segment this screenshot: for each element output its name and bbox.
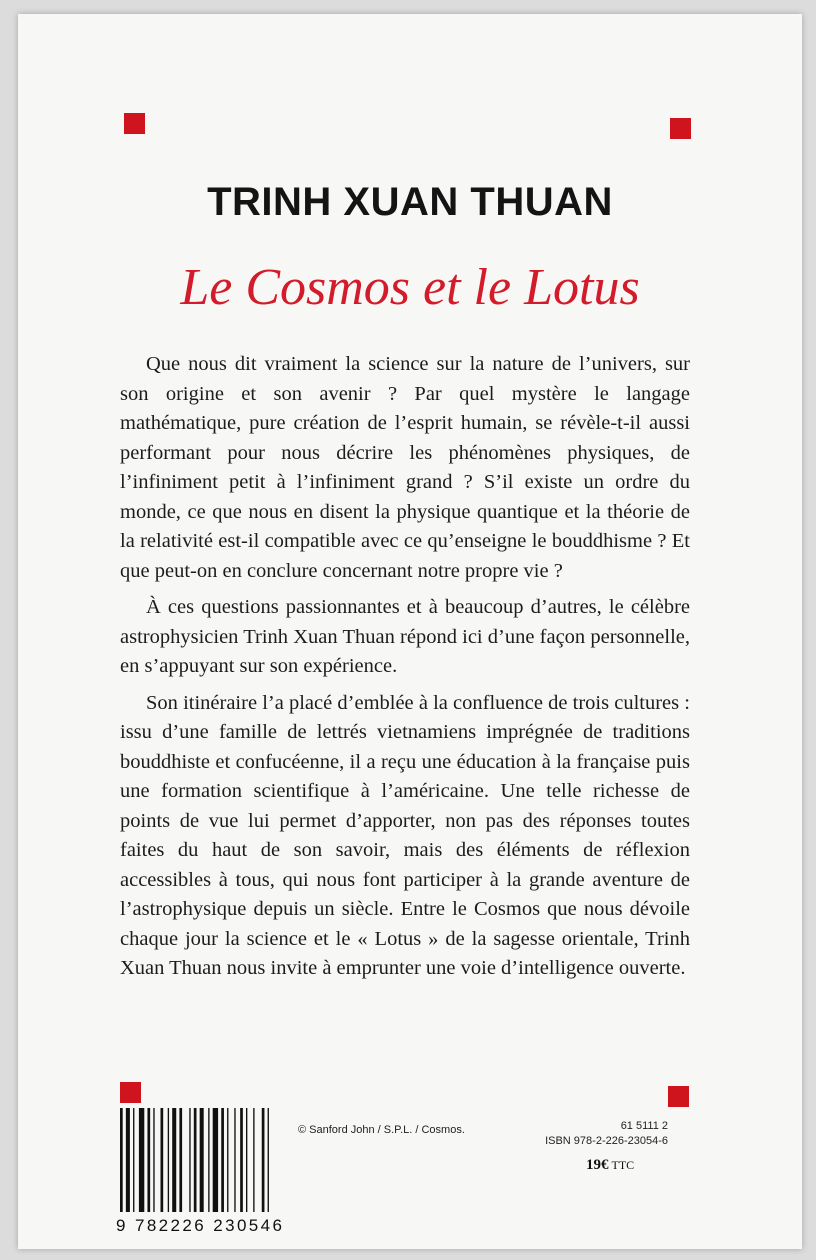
- barcode-bar: [227, 1108, 228, 1212]
- barcode-bar: [221, 1108, 224, 1212]
- product-code: 61 5111 2: [620, 1120, 668, 1132]
- barcode-bar: [120, 1108, 123, 1212]
- barcode-bars-icon: [118, 1108, 296, 1216]
- barcode-bar: [168, 1108, 169, 1212]
- barcode: [118, 1108, 296, 1216]
- barcode-bar: [153, 1108, 154, 1212]
- book-back-cover: [18, 14, 802, 1249]
- barcode-bar: [253, 1108, 254, 1212]
- corner-square-top-left: [124, 113, 145, 134]
- author-name: TRINH XUAN THUAN: [207, 180, 613, 224]
- barcode-bar: [147, 1108, 150, 1212]
- barcode-bar: [161, 1108, 164, 1212]
- barcode-bar: [246, 1108, 247, 1212]
- blurb: [120, 350, 690, 991]
- photo-credit: © Sanford John / S.P.L. / Cosmos.: [298, 1124, 465, 1136]
- barcode-bar: [268, 1108, 269, 1212]
- barcode-bar: [126, 1108, 130, 1212]
- corner-square-bottom-right: [668, 1086, 689, 1107]
- barcode-bar: [234, 1108, 235, 1212]
- barcode-bar: [194, 1108, 197, 1212]
- corner-square-top-right: [670, 118, 691, 139]
- book-title: Le Cosmos et le Lotus: [180, 259, 640, 316]
- corner-square-bottom-left: [120, 1082, 141, 1103]
- barcode-bar: [208, 1108, 209, 1212]
- blurb-paragraph-1: Que nous dit vraiment la science sur la nature de l’univers, sur son origine et son avenir ? Par quel mystère le langage mathématique, pure création de l’esprit humain, se révèle-t-il aussi performant pour nous décrire les phénomènes physiques, de l’infiniment petit à l’infiniment grand ? S’il existe un ordre du monde, ce que nous en disent la physique quantique et la théorie de la relativité est-il compatible avec ce qu’enseigne le bouddhisme ? Et que peut-on en conclure concernant notre propre vie ?: [120, 353, 690, 582]
- isbn: ISBN 978-2-226-23054-6: [545, 1135, 668, 1147]
- barcode-digits: 9 782226 230546: [116, 1216, 285, 1235]
- blurb-paragraph-2: À ces questions passionnantes et à beaucoup d’autres, le célèbre astrophysicien Trinh Xuan Thuan répond ici d’une façon personnelle, en s’appuyant sur son expérience.: [120, 596, 690, 677]
- barcode-bar: [189, 1108, 190, 1212]
- barcode-bar: [262, 1108, 265, 1212]
- barcode-bar: [172, 1108, 176, 1212]
- price-value: 19€: [586, 1157, 609, 1173]
- blurb-paragraph-3: Son itinéraire l’a placé d’emblée à la confluence de trois cultures : issu d’une famille de lettrés vietnamiens imprégnée de traditions bouddhiste et confucéenne, il a reçu une éducation à la française puis une formation scientifique à l’américaine. Une telle richesse de points de vue lui permet d’apporter, non pas des réponses toutes faites du haut de son savoir, mais des éléments de réflexion accessibles à tous, qui nous font participer à la grande aventure de l’astrophysique depuis un siècle. Entre le Cosmos que nous dévoile chaque jour la science et le « Lotus » de la sagesse orientale, Trinh Xuan Thuan nous invite à emprunter une voie d’intelligence ouverte.: [120, 691, 690, 979]
- barcode-bar: [240, 1108, 243, 1212]
- barcode-bar: [139, 1108, 144, 1212]
- barcode-bar: [213, 1108, 218, 1212]
- barcode-bar: [133, 1108, 134, 1212]
- barcode-bar: [200, 1108, 204, 1212]
- barcode-bar: [179, 1108, 182, 1212]
- product-codes: [545, 1119, 668, 1149]
- price: [586, 1157, 634, 1174]
- price-suffix: TTC: [611, 1158, 635, 1172]
